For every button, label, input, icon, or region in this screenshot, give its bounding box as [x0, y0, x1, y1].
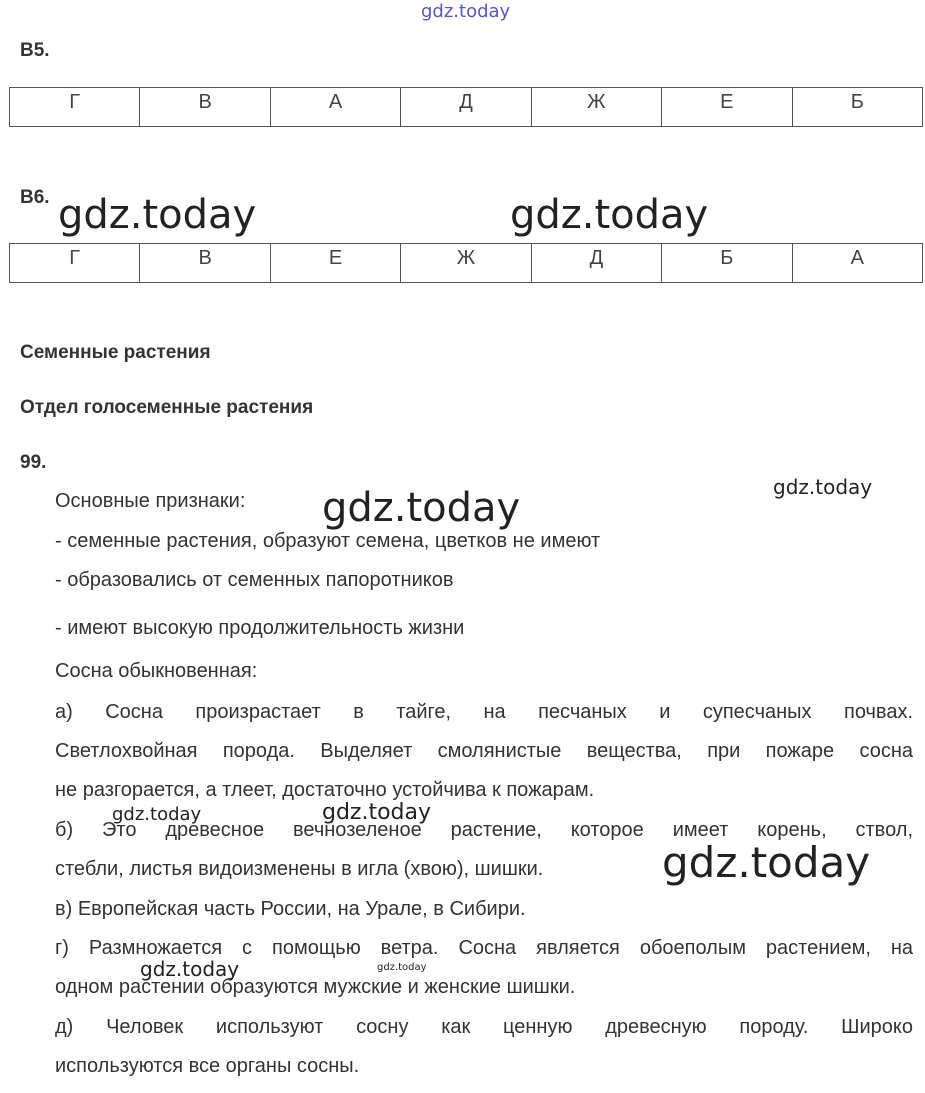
b5-answer-table — [9, 87, 923, 127]
b6-cell-1: Г — [10, 244, 140, 283]
pine-item-d — [55, 1008, 913, 1086]
b6-answer-table — [9, 243, 923, 283]
pine-item-g-line-1: г) Размножается с помощью ветра. Сосна является обоеполым растением, на — [55, 937, 913, 959]
watermark: gdz.today — [140, 957, 240, 981]
watermark: gdz.today — [322, 800, 432, 825]
pine-item-a — [55, 693, 913, 810]
b5-cell-7: Б — [792, 88, 922, 127]
b6-label: В6. — [20, 187, 50, 208]
pine-item-v — [55, 890, 913, 929]
pine-item-g — [55, 929, 913, 1007]
section-title: Семенные растения — [20, 342, 211, 363]
b5-cell-2: В — [140, 88, 270, 127]
pine-item-a-line-3: не разгорается, а тлеет, достаточно устойчива к пожарам. — [55, 779, 595, 801]
b6-cell-7: А — [792, 244, 922, 283]
task-number: 99. — [20, 452, 47, 473]
pine-heading: Сосна обыкновенная: — [55, 660, 258, 682]
subsection-title: Отдел голосеменные растения — [20, 397, 314, 418]
b5-cell-4: Д — [401, 88, 531, 127]
b5-cell-1: Г — [10, 88, 140, 127]
pine-item-b-line-1: б) Это древесное вечнозеленое растение, которое имеет корень, ствол, — [55, 819, 913, 841]
pine-item-a-line-1: а) Сосна произрастает в тайге, на песчаных и супесчаных почвах. — [55, 701, 913, 723]
b5-cell-6: Е — [662, 88, 792, 127]
b5-cell-3: А — [270, 88, 400, 127]
pine-item-a-line-2: Светлохвойная порода. Выделяет смолянистые вещества, при пожаре сосна — [55, 740, 913, 762]
pine-item-v-line-1: в) Европейская часть России, на Урале, в Сибири. — [55, 898, 526, 920]
watermark: gdz.today — [377, 962, 427, 973]
b6-cell-2: В — [140, 244, 270, 283]
pine-item-g-line-2: одном растении образуются мужские и женские шишки. — [55, 976, 576, 998]
watermark: gdz.today — [773, 475, 873, 499]
feature-item-1: - семенные растения, образуют семена, цветков не имеют — [55, 530, 601, 552]
b6-cell-6: Б — [662, 244, 792, 283]
watermark: gdz.today — [510, 192, 709, 238]
b5-cell-5: Ж — [531, 88, 661, 127]
table-row — [10, 244, 923, 283]
pine-item-b — [55, 811, 913, 889]
b6-cell-5: Д — [531, 244, 661, 283]
watermark-top: gdz.today — [421, 1, 511, 22]
features-heading: Основные признаки: — [55, 490, 246, 512]
b6-cell-4: Ж — [401, 244, 531, 283]
watermark: gdz.today — [322, 485, 521, 531]
table-row — [10, 88, 923, 127]
watermark: gdz.today — [662, 838, 871, 887]
watermark: gdz.today — [58, 192, 257, 238]
b6-cell-3: Е — [270, 244, 400, 283]
pine-item-d-line-1: д) Человек используют сосну как ценную древесную породу. Широко — [55, 1016, 913, 1038]
feature-item-2: - образовались от семенных папоротников — [55, 569, 454, 591]
pine-item-b-line-2: стебли, листья видоизменены в игла (хвою), шишки. — [55, 858, 544, 880]
b5-label: В5. — [20, 40, 50, 61]
pine-item-d-line-2: используются все органы сосны. — [55, 1055, 360, 1077]
feature-item-3: - имеют высокую продолжительность жизни — [55, 617, 465, 639]
watermark: gdz.today — [112, 804, 202, 825]
